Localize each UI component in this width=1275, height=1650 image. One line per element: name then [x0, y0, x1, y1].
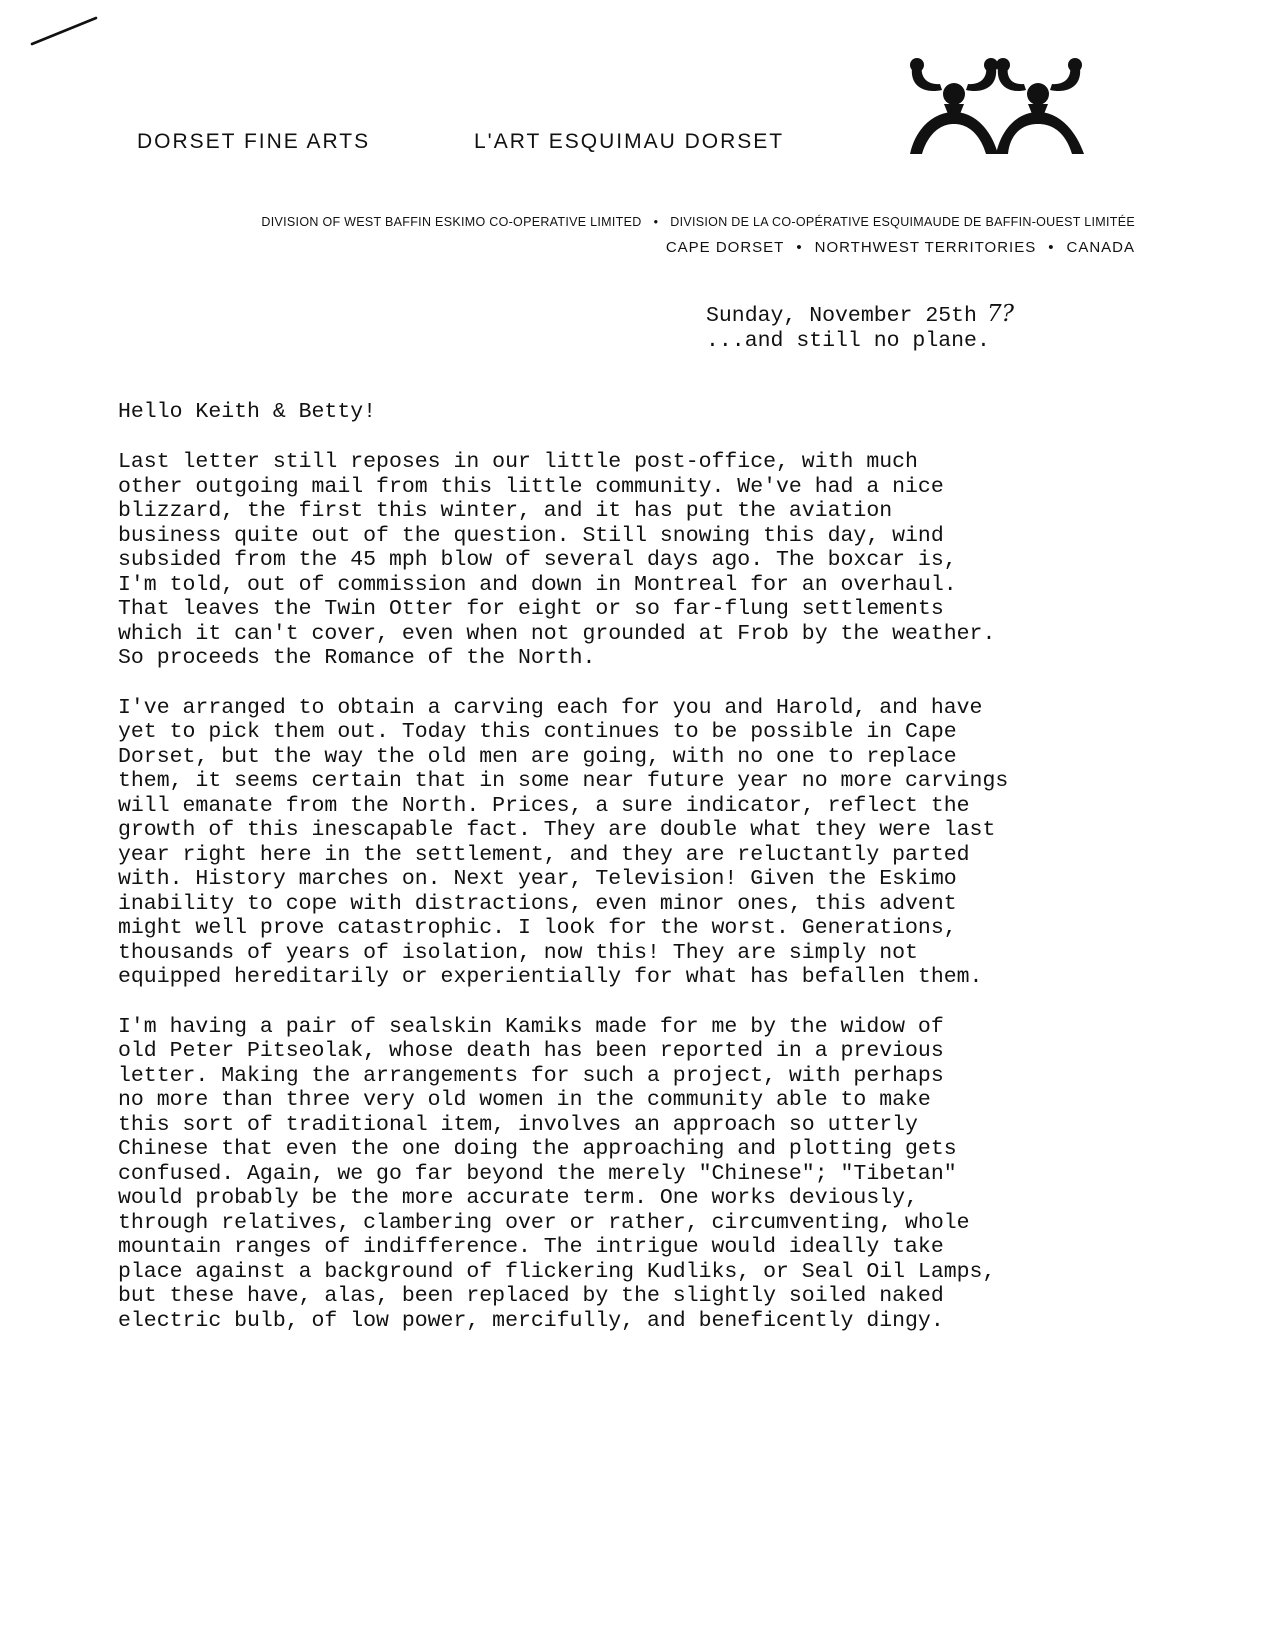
text-line: blizzard, the first this winter, and it has put the aviation	[118, 499, 893, 523]
separator-dot: •	[653, 215, 659, 229]
division-english: DIVISION OF WEST BAFFIN ESKIMO CO-OPERATIVE LIMITED	[261, 215, 642, 229]
text-line: place against a background of flickering Kudliks, or Seal Oil Lamps,	[118, 1259, 996, 1284]
pen-stroke-icon	[30, 14, 100, 48]
text-line: subsided from the 45 mph blow of several days ago. The boxcar is,	[118, 548, 957, 572]
text-line: would probably be the more accurate term. One works deviously,	[118, 1186, 918, 1210]
letterhead-name-english: DORSET FINE ARTS	[137, 130, 371, 153]
separator-dot: •	[796, 239, 803, 256]
text-line: That leaves the Twin Otter for eight or so far-flung settlements	[118, 597, 944, 621]
text-line: Dorset, but the way the old men are going, with no one to replace	[118, 744, 957, 769]
letter-body	[118, 450, 1258, 1358]
text-line: this sort of traditional item, involves an approach so utterly	[118, 1112, 918, 1137]
text-line: which it can't cover, even when not grounded at Frob by the weather.	[118, 621, 996, 646]
text-line: through relatives, clambering over or rather, circumventing, whole	[118, 1210, 970, 1235]
text-line: but these have, alas, been replaced by the slightly soiled naked	[118, 1284, 944, 1308]
handwritten-year: 7?	[986, 301, 1014, 327]
location-country: CANADA	[1066, 239, 1135, 256]
text-line: them, it seems certain that in some near future year no more carvings	[118, 769, 1009, 793]
text-line: business quite out of the question. Still snowing this day, wind	[118, 523, 944, 548]
text-line: thousands of years of isolation, now this! They are simply not	[118, 940, 918, 965]
text-line: Last letter still reposes in our little post-office, with much	[118, 450, 918, 474]
text-line: I'm told, out of commission and down in Montreal for an overhaul.	[118, 572, 957, 597]
text-line: other outgoing mail from this little community. We've had a nice	[118, 474, 944, 499]
text-line: I'm having a pair of sealskin Kamiks made for me by the widow of	[118, 1014, 944, 1039]
separator-dot: •	[1048, 239, 1055, 256]
text-line: letter. Making the arrangements for such a project, with perhaps	[118, 1063, 944, 1088]
text-line: Chinese that even the one doing the approaching and plotting gets	[118, 1137, 957, 1161]
letter-date	[706, 302, 1014, 353]
text-line: yet to pick them out. Today this continues to be possible in Cape	[118, 720, 957, 744]
text-line: confused. Again, we go far beyond the merely "Chinese"; "Tibetan"	[118, 1161, 957, 1186]
text-line: equipped hereditarily or experientially for what has befallen them.	[118, 965, 983, 989]
dorset-inuit-figures-logo-icon	[904, 54, 1090, 158]
salutation: Hello Keith & Betty!	[118, 400, 377, 424]
letterhead-name-french: L'ART ESQUIMAU DORSET	[474, 130, 785, 153]
text-line: So proceeds the Romance of the North.	[118, 646, 596, 670]
letterhead-location	[60, 239, 1135, 256]
text-line: no more than three very old women in the community able to make	[118, 1088, 931, 1112]
location-territory: NORTHWEST TERRITORIES	[814, 239, 1037, 256]
text-line: old Peter Pitseolak, whose death has been reported in a previous	[118, 1039, 944, 1063]
text-line: growth of this inescapable fact. They are double what they were last	[118, 818, 996, 842]
paragraph	[118, 1015, 1258, 1334]
text-line: with. History marches on. Next year, Television! Given the Eskimo	[118, 867, 957, 891]
letterhead-division	[60, 215, 1135, 229]
text-line: will emanate from the North. Prices, a sure indicator, reflect the	[118, 793, 970, 818]
paragraph	[118, 696, 1258, 990]
text-line: inability to cope with distractions, even minor ones, this advent	[118, 891, 957, 916]
date-line: Sunday, November 25th	[706, 304, 977, 328]
paragraph	[118, 450, 1258, 671]
date-subline: ...and still no plane.	[706, 328, 990, 353]
text-line: might well prove catastrophic. I look for the worst. Generations,	[118, 916, 957, 940]
text-line: electric bulb, of low power, mercifully, and beneficently dingy.	[118, 1308, 944, 1333]
text-line: year right here in the settlement, and they are reluctantly parted	[118, 842, 970, 867]
location-city: CAPE DORSET	[665, 239, 785, 256]
division-french: DIVISION DE LA CO-OPÉRATIVE ESQUIMAUDE DE BAFFIN-OUEST LIMITÉE	[670, 215, 1135, 229]
text-line: mountain ranges of indifference. The intrigue would ideally take	[118, 1235, 944, 1259]
text-line: I've arranged to obtain a carving each for you and Harold, and have	[118, 695, 983, 720]
